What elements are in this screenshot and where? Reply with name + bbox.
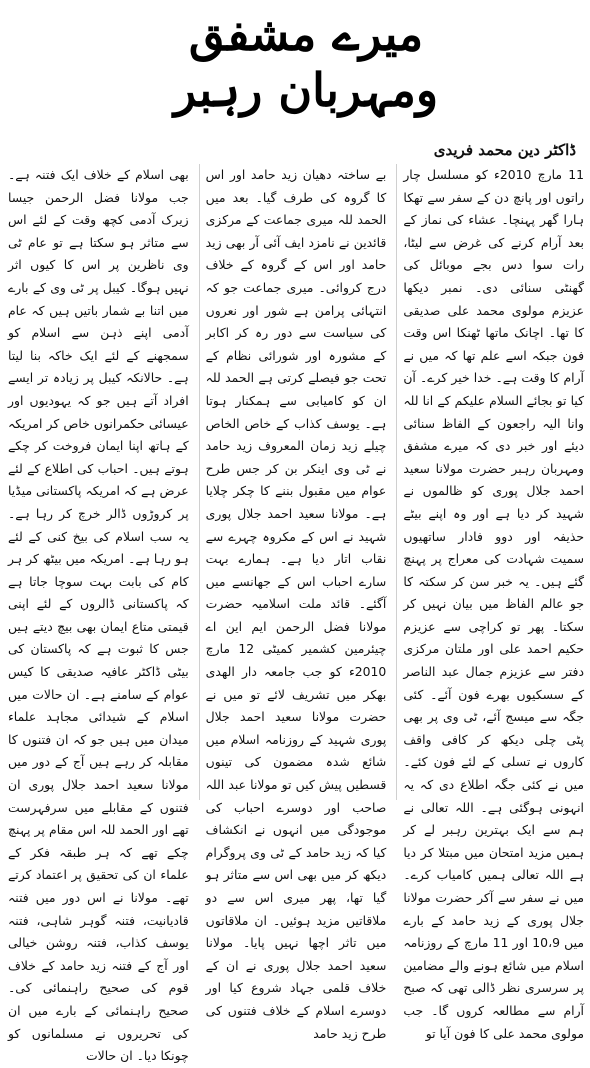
article-headline [96, 6, 516, 124]
article-column-middle [199, 164, 387, 1041]
headline-line-1: میرے مشفق [188, 7, 424, 61]
article-column-right [396, 164, 584, 1041]
column-text: بھی اسلام کے خلاف ایک فتنہ ہے۔ جب مولانا فضل الرحمن جیسا زیرک آدمی کچھ وقت کے لئے اس سے متاثر ہو سکتا ہے تو عام ٹی وی ناظرین پر اس کا کیوں اثر نہیں ہوگا۔ کیبل پر ٹی وی کے بارے میں اتنا بے شمار باتیں ہیں کہ عام آدمی اپنے ذہن سے اسلام کو سمجھنے کے لئے ایک خاکہ بنا لیتا ہے۔ حالانکہ کیبل پر زیادہ تر ایسے افراد آتے ہیں جو کہ یہودیوں اور عیسائی حکمرانوں خاص کر امریکہ کے ہاتھ اپنا ایمان فروخت کر چکے ہوتے ہیں۔ احباب کی اطلاع کے لئے عرض ہے کہ امریکہ پاکستانی میڈیا پر کروڑوں ڈالر خرچ کر رہا ہے۔ یہ سب اسلام کی بیخ کنی کے لئے ہو رہا ہے۔ امریکہ میں بیٹھ کر ہر کام کی بابت بہت سوچا جاتا ہے کہ پاکستانی ڈالروں کے لئے اپنی قیمتی متاع ایمان بھی بیچ دیتے ہیں جس کا ثبوت ہے کہ پاکستان کی بیٹی ڈاکٹر عافیہ صدیقی کا کیس عوام کے سامنے ہے۔ ان حالات میں اسلام کے شیدائی مجاہد علماء میدان میں ہیں جو کہ ان فتنوں کا مقابلہ کر رہے ہیں آج کے دور میں مولانا سعید احمد جلال پوری ان فتنوں کے مقابلے میں سرفہرست تھے اور الحمد للہ اس مقام پر پہنچ چکے تھے کہ ہر طبقہ فکر کے علماء ان کی تحقیق پر اعتماد کرتے تھے۔ مولانا نے اس دور میں فتنہ قادیانیت، فتنہ گوہر شاہی، فتنہ یوسف کذاب، فتنہ روشن خیالی اور آج کے فتنہ زید حامد کے خلاف قوم کی صحیح راہنمائی کی۔ صحیح راہنمائی کے بارے میں ان کی تحریروں نے مسلمانوں کو چونکا دیا۔ ان حالات [7, 167, 189, 1064]
headline-line-2: ومہربان رہبر [173, 63, 439, 117]
column-text: 11 مارچ 2010ء کو مسلسل چار راتوں اور پانچ دن کے سفر سے تھکا ہارا گھر پہنچا۔ عشاء کی نماز کے بعد آرام کرنے کی غرض سے لیٹا، رات سوا دس بجے موبائل کی گھنٹی سنائی دی۔ نمبر دیکھا عزیزم مولوی محمد علی صدیقی کا تھا۔ اچانک ماتھا ٹھنکا اس وقت فون جبکہ اسے علم تھا کہ میں نے آرام کا وقت ہے۔ خدا خیر کرے۔ آن کیا تو بجائے السلام علیکم کے انا للہ وانا الیہ راجعون کے الفاظ سنائی دیئے اور خبر دی کہ میرے مشفق ومہربان رہبر حضرت مولانا سعید احمد جلال پوری کو ظالموں نے شہید کر دیا ہے اور وہ اپنے بیٹے حذیفہ اور دوو فادار ساتھیوں سمیت شہادت کی معراج پر پہنچ گئے ہیں۔ یہ خبر سن کر سکتہ کا جو عالم الفاظ میں بیان نہیں کر سکتا۔ پھر تو کراچی سے عزیزم حکیم احمد علی اور ملتان مرکزی دفتر سے عزیزم جمال عبد الناصر کے سسکیوں بھرے فون آئے۔ کئی جگہ سے میسج آئے، ٹی وی پر بھی پٹی چلی دیکھ کر کافی واقف کاروں نے تسلی کے لئے فون کئے۔ میں نے کئی جگہ اطلاع دی کہ یہ انہونی ہوگئی ہے۔ اللہ تعالی نے ہم سے ایک بہترین رہبر لے کر ہمیں مزید امتحان میں مبتلا کر دیا ہے اللہ تعالی ہمیں کامیاب کرے۔ میں نے سفر سے آکر حضرت مولانا جلال پوری کے زید حامد کے بارے میں 10،9 اور 11 مارچ کے روزنامہ اسلام میں شائع ہونے والے مضامین پر سرسری نظر ڈالی تھی کہ صبح آرام سے مطالعہ کروں گا۔ جب مولوی محمد علی کا فون آیا تو [403, 167, 584, 1041]
article-column-left [7, 164, 189, 1064]
article-body [7, 164, 584, 1064]
column-text: بے ساختہ دھیان زید حامد اور اس کا گروہ کی طرف گیا۔ بعد میں الحمد للہ میری جماعت کے مرکزی قائدین نے نامزد ایف آئی آر بھی زید حامد اور اس کے گروہ کے خلاف درج کروائی۔ میری جماعت جو کہ انتہائی پرامن ہے شور اور نعروں کی سیاست سے دور رہ کر اکابر کے مشورہ اور شورائی نظام کے تحت جو فیصلے کرتی ہے الحمد للہ ان کو کامیابی سے ہمکنار ہوتا ہے۔ یوسف کذاب کے خاص الخاص چیلے زید زمان المعروف زید حامد نے ٹی وی اینکر بن کر جس طرح عوام میں مقبول بننے کا چکر چلایا ہے۔ مولانا سعید احمد جلال پوری شہید نے اس کے مکروہ چہرے سے نقاب اتار دیا ہے۔ ہمارے بہت سارے احباب اس کے جھانسے میں آگئے۔ قائد ملت اسلامیہ حضرت مولانا فضل الرحمن ایم این اے چیئرمین کشمیر کمیٹی 12 مارچ 2010ء کو جب جامعہ دار الھدی بھکر میں تشریف لائے تو میں نے حضرت مولانا سعید احمد جلال پوری شہید کے روزنامہ اسلام میں شائع شدہ مضمون کی تینوں قسطیں پیش کیں تو مولانا عبد اللہ صاحب اور دوسرے احباب کی موجودگی میں انہوں نے انکشاف کیا کہ زید حامد کے ٹی وی پروگرام دیکھ کر میں بھی اس سے متاثر ہو گیا تھا، پھر میری اس سے دو ملاقاتیں مزید ہوئیں۔ ان ملاقاتوں میں تاثر اچھا نہیں پایا۔ مولانا سعید احمد جلال پوری نے ان کے خلاف قلمی جہاد شروع کیا اور دوسرے اسلام کے خلاف فتنوں کی طرح زید حامد [205, 167, 387, 1041]
author-byline: ڈاکٹر دین محمد فریدی [433, 141, 576, 159]
